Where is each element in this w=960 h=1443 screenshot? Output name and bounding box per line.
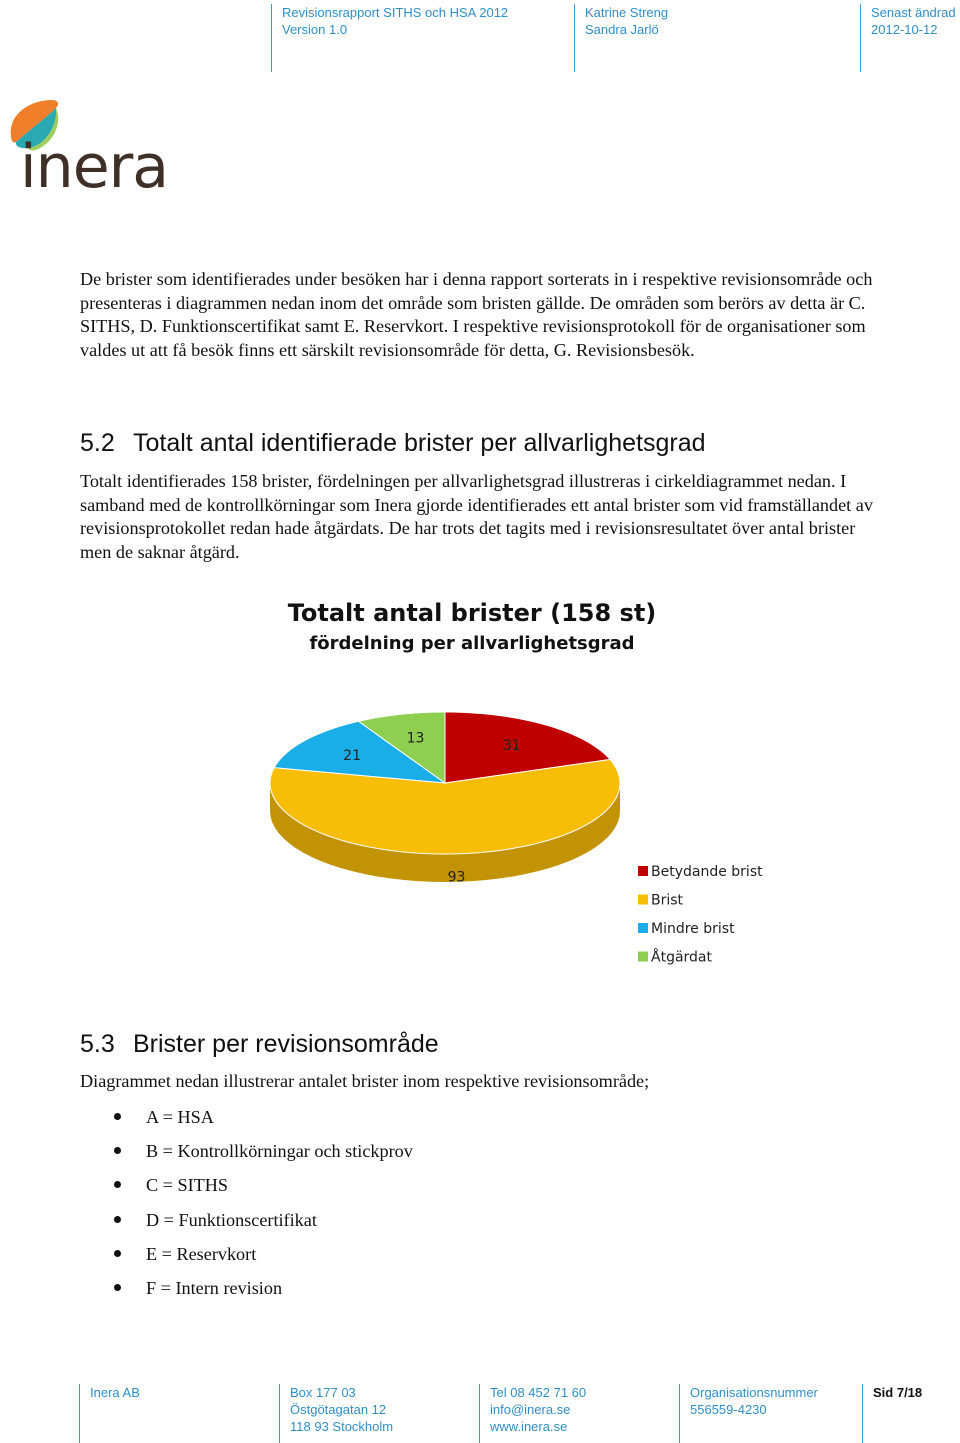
document-title: Revisionsrapport SITHS och HSA 2012	[282, 5, 509, 20]
email-link[interactable]: info@inera.se	[490, 1402, 571, 1417]
bullet-icon	[114, 1181, 121, 1188]
section-number: 5.2	[80, 429, 115, 457]
address-line: 118 93 Stockholm	[290, 1419, 394, 1434]
footer-contact	[479, 1384, 586, 1443]
pie-data-label: 13	[406, 730, 425, 747]
list-item: E = Reservkort	[80, 1237, 413, 1271]
bullet-icon	[114, 1113, 121, 1120]
changed-date: 2012-10-12	[871, 22, 938, 37]
section-heading-5-3	[80, 1029, 439, 1059]
web-link[interactable]: www.inera.se	[490, 1419, 568, 1434]
header-authors	[574, 4, 668, 72]
org-label: Organisationsnummer	[690, 1385, 818, 1400]
legend-label: Betydande brist	[651, 864, 763, 880]
list-item: B = Kontrollkörningar och stickprov	[80, 1134, 413, 1168]
footer-page	[862, 1384, 922, 1443]
phone: Tel 08 452 71 60	[490, 1385, 587, 1400]
header-changed	[860, 4, 956, 72]
company-name: Inera AB	[90, 1385, 140, 1400]
org-number: 556559-4230	[690, 1402, 767, 1417]
pie-data-label: 21	[343, 748, 362, 765]
footer-org	[679, 1384, 818, 1443]
bullet-icon	[114, 1216, 121, 1223]
header-doc-info	[271, 4, 508, 72]
author-name: Katrine Streng	[585, 5, 669, 20]
list-item: D = Funktionscertifikat	[80, 1203, 413, 1237]
author-name: Sandra Jarlö	[585, 22, 659, 37]
severity-pie-chart	[240, 590, 800, 980]
area-list	[80, 1100, 413, 1305]
address-line: Östgötagatan 12	[290, 1402, 387, 1417]
section-5-3-paragraph: Diagrammet nedan illustrerar antalet brister inom respektive revisionsområde;	[80, 1071, 650, 1091]
section-title: Brister per revisionsområde	[133, 1030, 439, 1058]
legend-label: Åtgärdat	[651, 949, 712, 966]
pie-data-label: 93	[447, 869, 466, 886]
list-item: F = Intern revision	[80, 1271, 413, 1305]
document-version: Version 1.0	[282, 22, 348, 37]
page-number: Sid 7/18	[873, 1385, 923, 1400]
chart-subtitle: fördelning per allvarlighetsgrad	[309, 633, 635, 654]
legend-label: Mindre brist	[651, 921, 735, 937]
pie-chart-svg	[240, 590, 800, 980]
legend-label: Brist	[651, 892, 684, 909]
legend-swatch	[638, 952, 648, 962]
section-5-2-paragraph: Totalt identifierades 158 brister, fördelningen per allvarlighetsgrad illustreras i cirkeldiagrammet nedan. I samband med de kontrollkörningar som Inera gjorde identifierades ett antal brister som vid framställandet av revisionsprotokollet redan hade åtgärdats. De har trots det tagits med i revisionsresultatet över antal brister men de saknar åtgärd.	[80, 471, 873, 562]
section-title: Totalt antal identifierade brister per allvarlighetsgrad	[133, 429, 706, 457]
intro-paragraph: De brister som identifierades under besöken har i denna rapport sorterats in i respektive revisionsområde och presenteras i diagrammen nedan inom det område som bristen gällde. De områden som berörs av detta är C. SITHS, D. Funktionscertifikat samt E. Reservkort. I respektive revisionsprotokoll för de organisationer som valdes ut att få besök finns ett särskilt revisionsområde för detta, G. Revisionsbesök.	[80, 269, 873, 360]
legend-swatch	[638, 866, 648, 876]
list-item: A = HSA	[80, 1100, 413, 1134]
footer-company	[79, 1384, 140, 1443]
section-number: 5.3	[80, 1030, 115, 1058]
bullet-icon	[114, 1147, 121, 1154]
changed-label: Senast ändrad	[871, 5, 956, 20]
bullet-icon	[114, 1284, 121, 1291]
list-item: C = SITHS	[80, 1168, 413, 1202]
logo-wordmark: inera	[20, 132, 169, 202]
bullet-icon	[114, 1250, 121, 1257]
chart-title: Totalt antal brister (158 st)	[287, 599, 657, 627]
legend-swatch	[638, 895, 648, 905]
pie-data-label: 31	[502, 737, 521, 754]
section-heading-5-2	[80, 428, 706, 458]
footer-address	[279, 1384, 393, 1443]
address-line: Box 177 03	[290, 1385, 356, 1400]
legend-swatch	[638, 923, 648, 933]
